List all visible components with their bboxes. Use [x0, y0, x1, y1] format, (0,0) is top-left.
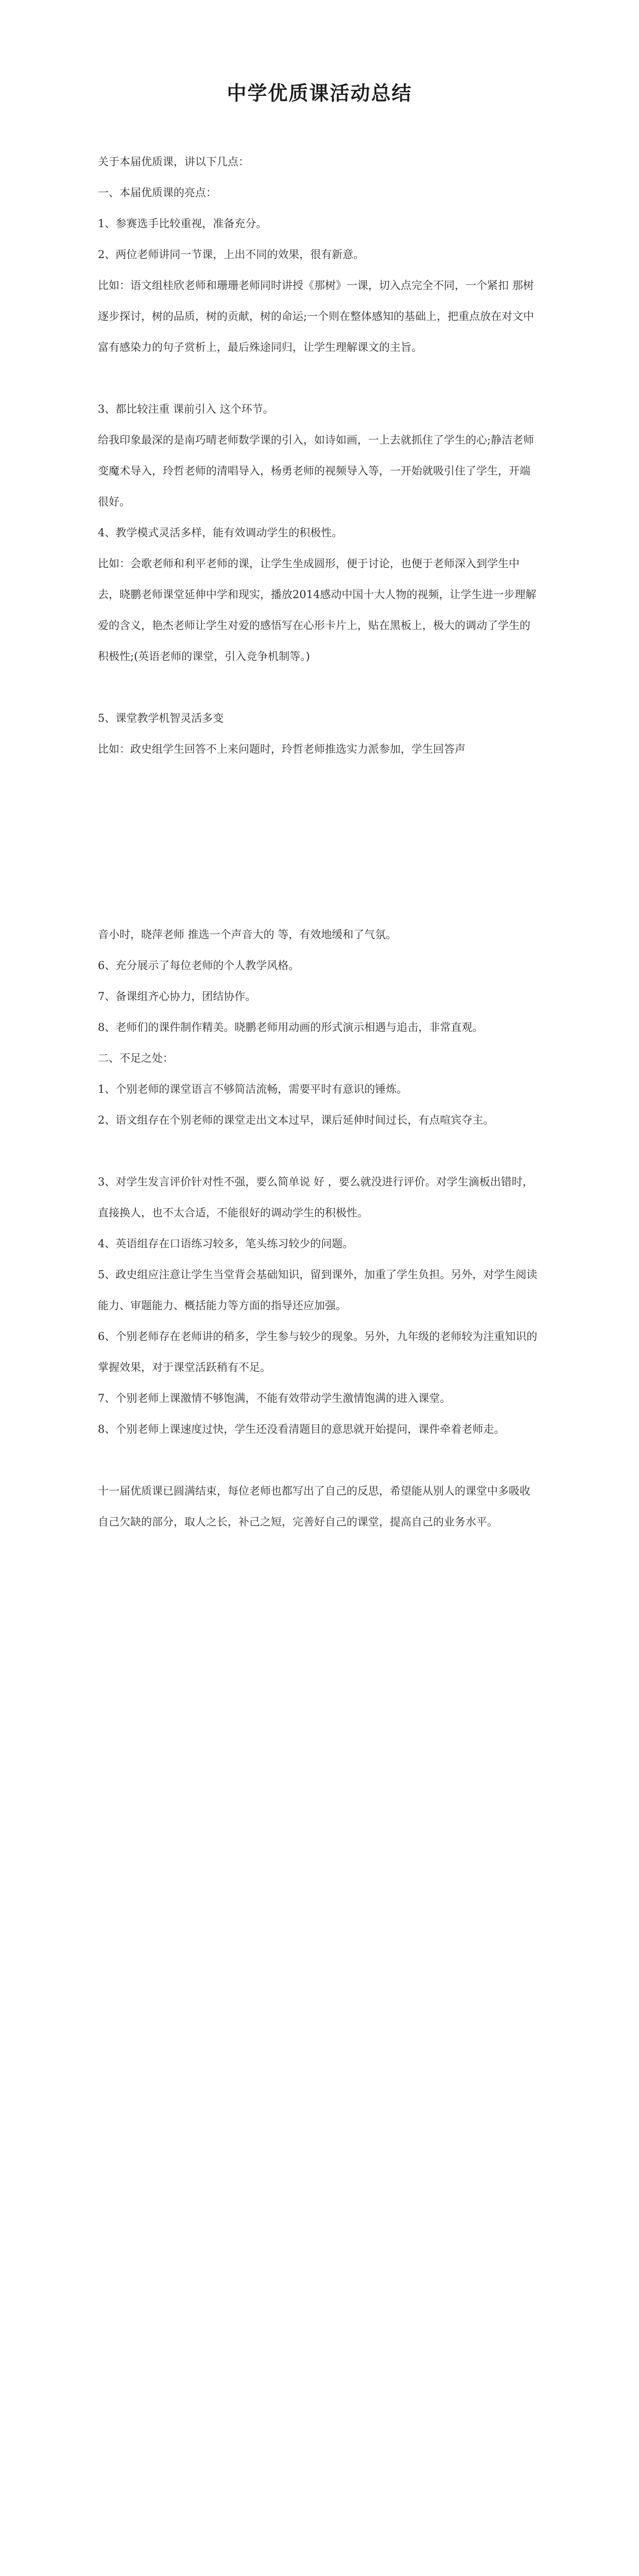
document-title: 中学优质课活动总结: [227, 81, 412, 105]
highlight-item-7: 7、备课组齐心协力，团结协作。: [98, 990, 256, 1003]
highlight-item-4-example: 比如：会歌老师和利平老师的课，让学生坐成圆形，便于讨论，也便于老师深入到学生中去，晓鹏老师课堂延伸中学和现实，播放2014感动中国十大人物的视频，让学生进一步理解爱的含义，艳杰老师让学生对爱的感悟写在心形卡片上，贴在黑板上，极大的调动了学生的积极性;(英语老师的课堂，引入竞争机制等。): [98, 557, 537, 663]
highlight-item-6: 6、充分展示了每位老师的个人教学风格。: [98, 959, 300, 972]
shortcoming-item-1: 1、个别老师的课堂语言不够简洁流畅，需要平时有意识的锤炼。: [98, 1083, 408, 1095]
highlight-item-2-example: 比如：语文组桂欣老师和珊珊老师同时讲授《那树》一课，切入点完全不同，一个紧扣 那树 逐步探讨，树的品质，树的贡献，树的命运;一个则在整体感知的基础上，把重点放在对文中富有感染力的句子赏析上，最后殊途同归，让学生理解课文的主旨。: [98, 279, 534, 353]
highlight-item-5-example: 比如：政史组学生回答不上来问题时，玲哲老师推选实力派参加，学生回答声: [98, 743, 465, 755]
intro-paragraph: 关于本届优质课，讲以下几点：: [98, 156, 249, 168]
shortcoming-item-5: 5、政史组应注意让学生当堂背会基础知识，留到课外，加重了学生负担。另外，对学生阅读能力、审题能力、概括能力等方面的指导还应加强。: [98, 1268, 538, 1312]
highlight-item-2: 2、两位老师讲同一节课，上出不同的效果，很有新意。: [98, 248, 365, 261]
highlight-item-5-continued: 音小时，晓萍老师 推选一个声音大的 等，有效地缓和了气氛。: [98, 928, 397, 941]
highlight-item-8: 8、老师们的课件制作精美。晓鹏老师用动画的形式演示相遇与追击，非常直观。: [98, 1021, 483, 1033]
shortcoming-item-7: 7、个别老师上课激情不够饱满，不能有效带动学生激情饱满的进入课堂。: [98, 1392, 451, 1404]
highlight-item-1: 1、参赛选手比较重视，准备充分。: [98, 217, 267, 230]
highlight-item-3: 3、都比较注重 课前引入 这个环节。: [98, 403, 274, 415]
shortcoming-item-6: 6、个别老师存在老师讲的稍多，学生参与较少的现象。另外，九年级的老师较为注重知识的掌握效果，对于课堂活跃稍有不足。: [98, 1330, 538, 1374]
highlight-item-4: 4、教学模式灵活多样，能有效调动学生的积极性。: [98, 527, 343, 539]
highlight-item-5: 5、课堂教学机智灵活多变: [98, 712, 224, 724]
shortcoming-item-4: 4、英语组存在口语练习较多，笔头练习较少的问题。: [98, 1238, 354, 1250]
highlight-item-3-detail: 给我印象最深的是南巧晴老师数学课的引入，如诗如画，一上去就抓住了学生的心;静洁老师变魔术导入，玲哲老师的清唱导入，杨勇老师的视频导入等，一开始就吸引住了学生，开端很好。: [98, 434, 534, 508]
section-heading-shortcomings: 二、不足之处：: [98, 1052, 174, 1064]
section-heading-highlights: 一、本届优质课的亮点：: [98, 187, 217, 199]
shortcoming-item-8: 8、个别老师上课速度过快，学生还没看清题目的意思就开始提问，课件牵着老师走。: [98, 1423, 505, 1435]
conclusion-paragraph: 十一届优质课已圆满结束，每位老师也都写出了自己的反思，希望能从别人的课堂中多吸收自己欠缺的部分，取人之长，补己之短，完善好自己的课堂，提高自己的业务水平。: [98, 1485, 530, 1528]
shortcoming-item-2: 2、语文组存在个别老师的课堂走出文本过早，课后延伸时间过长，有点喧宾夺主。: [98, 1114, 494, 1126]
shortcoming-item-3: 3、对学生发言评价针对性不强，要么简单说 好 ，要么就没进行评价。对学生滴板出错时，直接换人，也不太合适，不能很好的调动学生的积极性。: [98, 1176, 533, 1219]
